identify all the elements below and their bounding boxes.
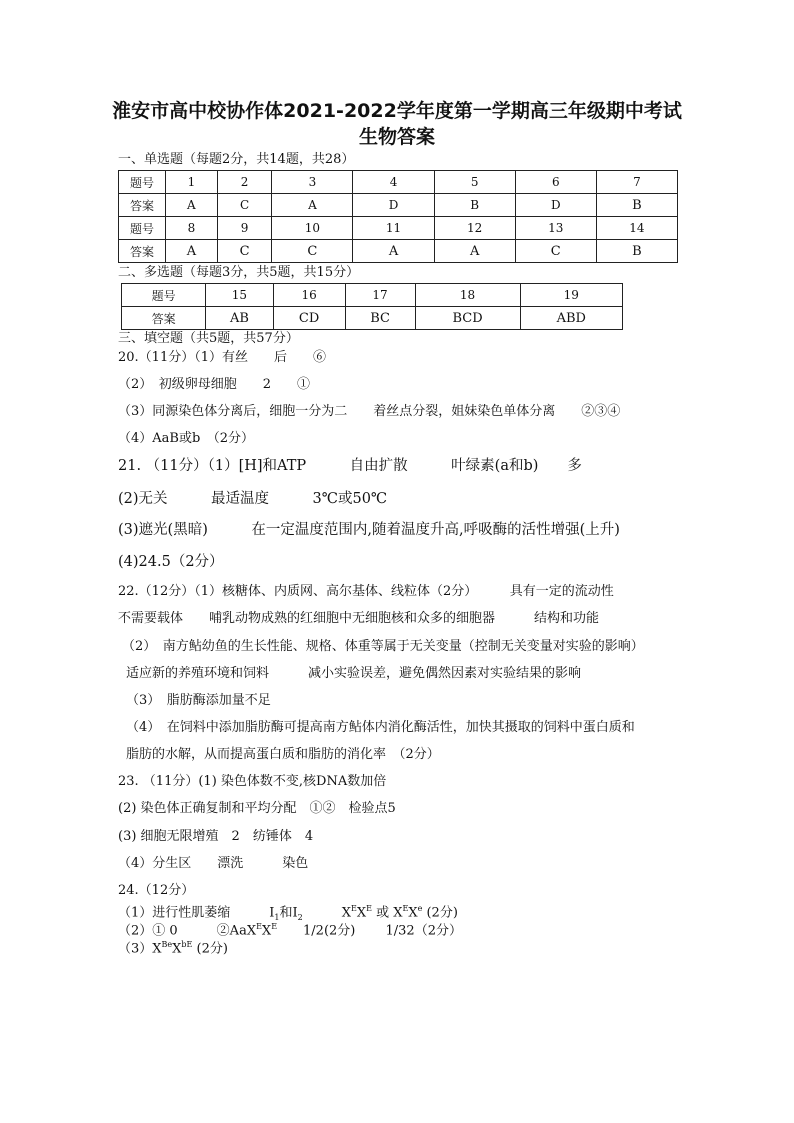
q24-text: X: [261, 923, 272, 939]
table-cell: 19: [520, 284, 622, 307]
q24-text: 和I: [279, 905, 298, 921]
table-cell: 11: [353, 217, 434, 240]
q24-text: （1）进行性肌萎缩: [118, 905, 270, 921]
q24-superscript: bE: [181, 940, 193, 949]
q24-text: (2分): [422, 905, 458, 921]
table-cell: A: [272, 194, 353, 217]
multi-choice-answer-table: [121, 283, 623, 330]
q22-line-4: 适应新的养殖环境和饲料 减小实验误差，避免偶然因素对实验结果的影响: [126, 666, 582, 681]
q21-line-3: (3)遮光(黑暗) 在一定温度范围内,随着温度升高,呼吸酶的活性增强(上升): [118, 522, 620, 538]
table-row: [119, 171, 678, 194]
q20-line-1: 20.（11分）（1）有丝 后 ⑥: [118, 350, 326, 365]
q21-line-1: 21. （11分）（1）[H]和ATP 自由扩散 叶绿素(a和b) 多: [118, 458, 582, 474]
q22-line-6: （4） 在饲料中添加脂肪酶可提高南方鲇体内消化酶活性，加快其摄取的饲料中蛋白质和: [126, 720, 635, 735]
q24-superscript: E: [402, 904, 409, 913]
table-cell: 17: [345, 284, 415, 307]
table-cell: CD: [273, 307, 345, 330]
table-cell: D: [353, 194, 434, 217]
q24-heading: 24.（12分）: [118, 883, 195, 898]
q24-subscript: 2: [297, 912, 303, 922]
table-row: [122, 284, 623, 307]
table-cell: 18: [415, 284, 520, 307]
table-cell: 答案: [122, 307, 206, 330]
q24-text: I: [269, 905, 275, 921]
table-cell: BC: [345, 307, 415, 330]
q23-line-3: (3) 细胞无限增殖 2 纺锤体 4: [118, 829, 314, 844]
table-cell: C: [272, 240, 353, 263]
table-row: [119, 217, 678, 240]
table-cell: 7: [596, 171, 677, 194]
q23-line-1: 23. （11分）(1) 染色体数不变,核DNA数加倍: [118, 774, 387, 789]
q24-superscript: E: [271, 922, 278, 931]
q24-text: X: [172, 941, 182, 957]
q24-subscript: 1: [274, 912, 280, 922]
q24-text: 或 X: [371, 905, 403, 921]
q24-text: （2）① 0 ②AaX: [118, 923, 257, 939]
q22-line-5: （3） 脂肪酶添加量不足: [126, 693, 271, 708]
table-cell: 答案: [119, 240, 166, 263]
table-cell: 5: [434, 171, 515, 194]
table-cell: C: [217, 240, 272, 263]
table-cell: 2: [217, 171, 272, 194]
table-cell: 题号: [122, 284, 206, 307]
q24-superscript: E: [256, 922, 262, 931]
q22-line-2: 不需要载体 哺乳动物成熟的红细胞中无细胞核和众多的细胞器 结构和功能: [118, 611, 600, 626]
q22-line-7: 脂肪的水解，从而提高蛋白质和脂肪的消化率 （2分）: [126, 747, 440, 762]
q24-text: X: [302, 905, 352, 921]
table-cell: 10: [272, 217, 353, 240]
q24-text: （3）X: [118, 941, 162, 957]
q23-line-2: (2) 染色体正确复制和平均分配 ①② 检验点5: [118, 801, 396, 816]
table-cell: 题号: [119, 217, 166, 240]
table-row: [122, 307, 623, 330]
table-cell: 12: [434, 217, 515, 240]
q20-line-2: （2） 初级卵母细胞 2 ①: [118, 377, 311, 392]
table-cell: 9: [217, 217, 272, 240]
q23-line-4: （4）分生区 漂洗 染色: [118, 856, 309, 871]
table-cell: B: [596, 194, 677, 217]
document-title: 淮安市高中校协作体2021-2022学年度第一学期高三年级期中考试: [112, 100, 682, 122]
q24-superscript: e: [417, 904, 423, 913]
table-cell: 14: [596, 217, 677, 240]
table-cell: A: [166, 194, 218, 217]
table-cell: 1: [166, 171, 218, 194]
table-cell: 15: [206, 284, 273, 307]
table-cell: 答案: [119, 194, 166, 217]
q20-line-3: （3）同源染色体分离后，细胞一分为二 着丝点分裂，姐妹染色单体分离 ②③④: [118, 404, 621, 419]
q24-line-3: [118, 936, 228, 958]
table-cell: A: [166, 240, 218, 263]
table-cell: 13: [515, 217, 596, 240]
table-cell: 题号: [119, 171, 166, 194]
q24-superscript: E: [366, 904, 372, 913]
table-cell: C: [515, 240, 596, 263]
q22-line-3: （2） 南方鲇幼鱼的生长性能、规格、体重等属于无关变量（控制无关变量对实验的影响）: [122, 639, 644, 654]
table-cell: ABD: [520, 307, 622, 330]
table-cell: A: [434, 240, 515, 263]
table-row: [119, 240, 678, 263]
q21-line-2: (2)无关 最适温度 3℃或50℃: [118, 491, 388, 507]
table-cell: 8: [166, 217, 218, 240]
q24-text: 1/2(2分) 1/32（2分）: [277, 923, 462, 939]
q20-line-4: （4）AaB或b （2分）: [118, 431, 255, 446]
table-cell: 6: [515, 171, 596, 194]
document-subtitle: 生物答案: [358, 126, 435, 148]
table-cell: D: [515, 194, 596, 217]
table-cell: AB: [206, 307, 273, 330]
q24-superscript: Be: [161, 940, 173, 949]
q24-superscript: E: [351, 904, 357, 913]
table-cell: 4: [353, 171, 434, 194]
table-cell: C: [217, 194, 272, 217]
single-choice-answer-table: [118, 170, 678, 263]
section1-heading: 一、单选题（每题2分，共14题，共28）: [118, 152, 355, 167]
table-cell: A: [353, 240, 434, 263]
q24-text: X: [408, 905, 418, 921]
q24-text: (2分): [192, 941, 228, 957]
table-cell: BCD: [415, 307, 520, 330]
section3-heading: 三、填空题（共5题，共57分）: [118, 331, 299, 346]
q24-text: X: [356, 905, 367, 921]
section2-heading: 二、多选题（每题3分，共5题，共15分）: [118, 265, 360, 280]
q22-line-1: 22.（12分）（1）核糖体、内质网、高尔基体、线粒体（2分） 具有一定的流动性: [118, 584, 614, 599]
table-cell: 3: [272, 171, 353, 194]
table-cell: 16: [273, 284, 345, 307]
table-row: [119, 194, 678, 217]
q21-line-4: (4)24.5（2分）: [118, 554, 224, 570]
table-cell: B: [434, 194, 515, 217]
table-cell: B: [596, 240, 677, 263]
